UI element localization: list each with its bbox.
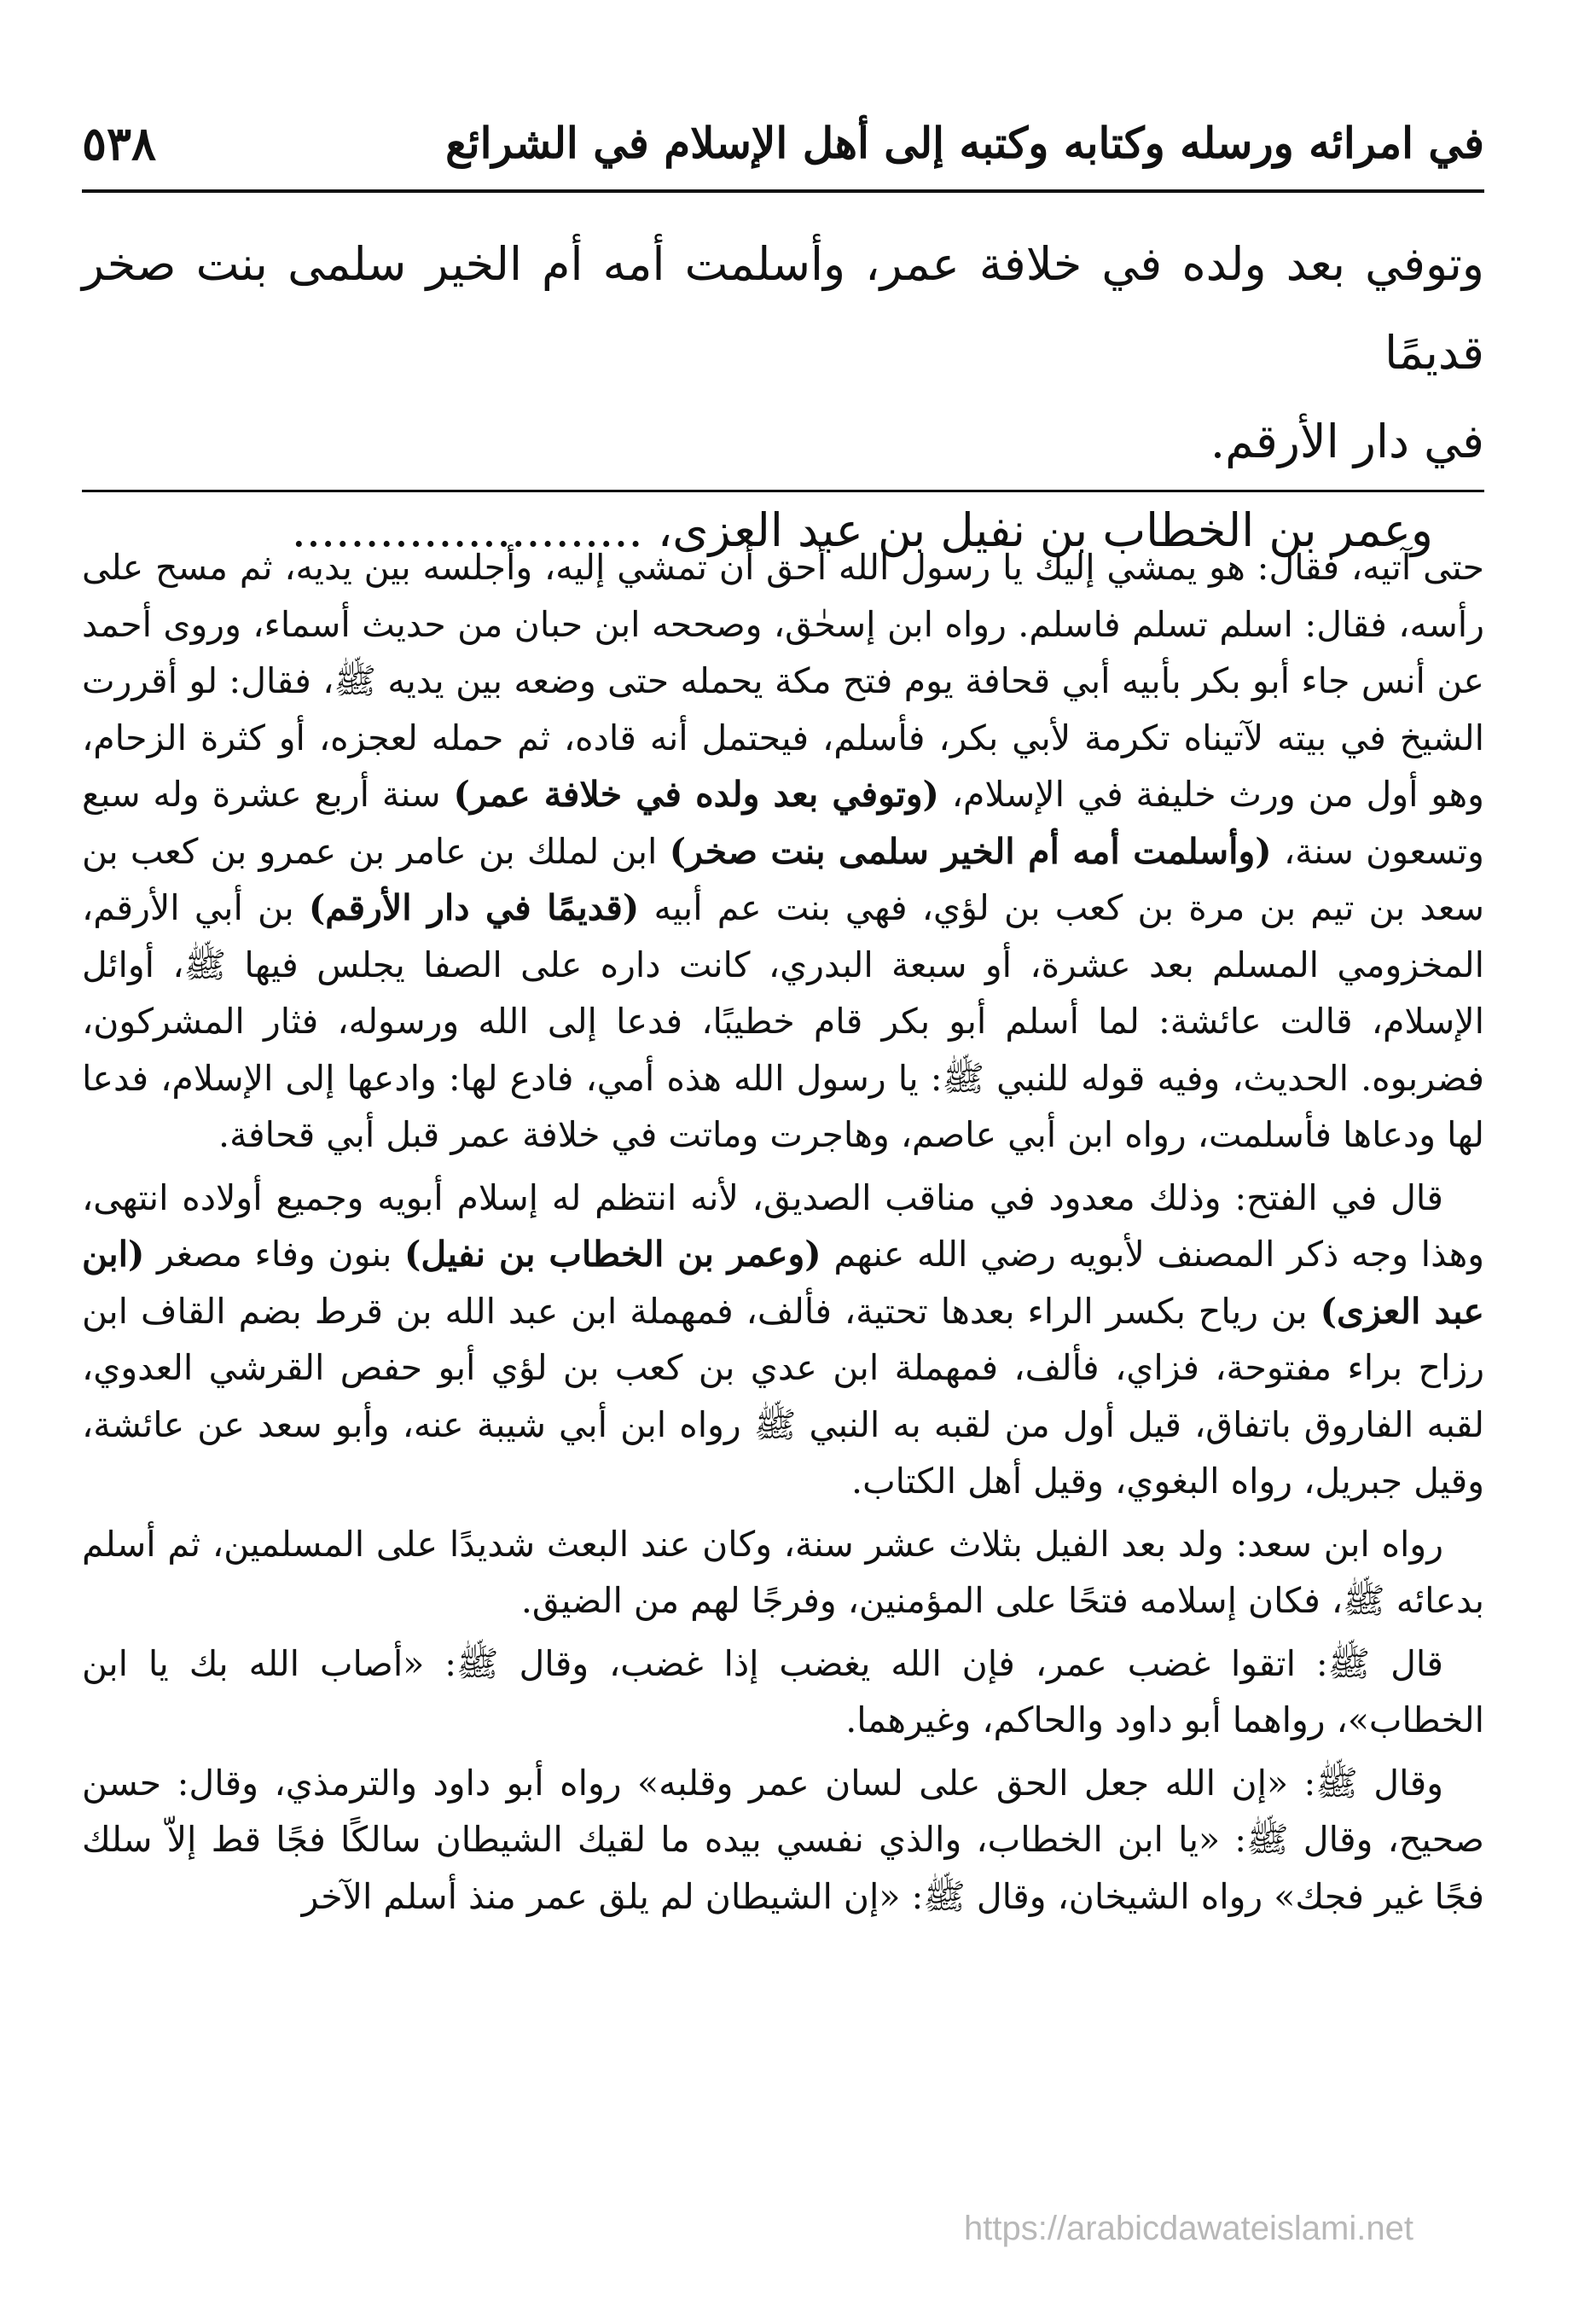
- commentary-paragraph: رواه ابن سعد: ولد بعد الفيل بثلاث عشر سنة، وكان عند البعث شديدًا على المسلمين، ثم أسلم بدعائه ﷺ، فكان إسلامه فتحًا على المؤمنين، وفرجًا لهم من الضيق.: [82, 1523, 1484, 1621]
- commentary-paragraph: حتى آتيه، فقال: هو يمشي إليك يا رسول الله أحق أن تمشي إليه، وأجلسه بين يديه، ثم مسح على رأسه، فقال: اسلم تسلم فاسلم. رواه ابن إسحٰق، وصححه ابن حبان من حديث أسماء، وروى أحمد عن أنس جاء أبو بكر بأبيه أبي قحافة يوم فتح مكة يحمله حتى وضعه بين يديه ﷺ، فقال: لو أقررت الشيخ في بيته لآتيناه تكرمة لأبي بكر، فأسلم، فيحتمل أنه قاده، ثم حمله لعجزه، أو كثرة الزحام، وهو أول من ورث خليفة في الإسلام، (وتوفي بعد ولده في خلافة عمر) سنة أربع عشرة وله سبع وتسعون سنة، (وأسلمت أمه أم الخير سلمى بنت صخر) ابن لملك بن عامر بن عمرو بن كعب بن سعد بن تيم بن مرة بن كعب بن لؤي، فهي بنت عم أبيه (قديمًا في دار الأرقم) بن أبي الأرقم، المخزومي المسلم بعد عشرة، أو سبعة البدري، كانت داره على الصفا يجلس فيها ﷺ، أوائل الإسلام، قالت عائشة: لما أسلم أبو بكر قام خطيبًا، فدعا إلى الله ورسوله، فثار المشركون، فضربوه. الحديث، وفيه قوله للنبي ﷺ: يا رسول الله هذه أمي، فادع لها: وادعها إلى الإسلام، فدعا لها ودعاها فأسلمت، رواه ابن أبي عاصم، وهاجرت وماتت في خلافة عمر قبل أبي قحافة.: [82, 547, 1485, 1155]
- base-text: [82, 220, 1484, 575]
- quoted-base-text: (وأسلمت أمه أم الخير سلمى بنت صخر): [669, 830, 1272, 872]
- watermark: https://arabicdawateislami.net: [964, 2210, 1413, 2247]
- dot-leaders: ........................: [291, 503, 643, 557]
- commentary-text: [82, 539, 1484, 1925]
- commentary-paragraph: قال ﷺ: اتقوا غضب عمر، فإن الله يغضب إذا غضب، وقال ﷺ: «أصاب الله بك يا ابن الخطاب»، رواهما أبو داود والحاكم، وغيرهما.: [82, 1642, 1484, 1740]
- base-text-line: وتوفي بعد ولده في خلافة عمر، وأسلمت أمه أم الخير سلمى بنت صخر قديمًا: [82, 237, 1484, 380]
- quoted-base-text: (ابن عبد العزى): [82, 1234, 1484, 1332]
- running-header: [82, 109, 1484, 177]
- quoted-base-text: (قديمًا في دار الأرقم): [308, 887, 640, 928]
- header-rule: [82, 189, 1484, 193]
- chapter-title: في امرائه ورسله وكتابه وكتبه إلى أهل الإسلام في الشرائع: [445, 118, 1484, 168]
- base-text-line: وعمر بن الخطاب بن نفيل بن عبد العزى، ........................: [291, 503, 1433, 557]
- commentary-paragraph: وقال ﷺ: «إن الله جعل الحق على لسان عمر وقلبه» رواه أبو داود والترمذي، وقال: حسن صحيح، وقال ﷺ: «يا ابن الخطاب، والذي نفسي بيده ما لقيك الشيطان سالكًا فجًا قط إلاّ سلك فجًا غير فجك» رواه الشيخان، وقال ﷺ: «إن الشيطان لم يلق عمر منذ أسلم الآخر: [82, 1762, 1484, 1917]
- commentary-paragraph: قال في الفتح: وذلك معدود في مناقب الصديق، لأنه انتظم له إسلام أبويه وجميع أولاده انتهى، وهذا وجه ذكر المصنف لأبويه رضي الله عنهم (وعمر بن الخطاب بن نفيل) بنون وفاء مصغر (ابن عبد العزى) بن رياح بكسر الراء بعدها تحتية، فألف، فمهملة ابن عبد الله بن قرط بضم القاف ابن رزاح براء مفتوحة، فزاي، فألف، فمهملة ابن عدي بن كعب بن لؤي أبو حفص القرشي العدوي، لقبه الفاروق باتفاق، قيل أول من لقبه به النبي ﷺ رواه ابن أبي شيبة عنه، وأبو سعد عن عائشة، وقيل جبريل، رواه البغوي، وقيل أهل الكتاب.: [82, 1177, 1485, 1502]
- base-text-line: في دار الأرقم.: [1210, 415, 1484, 468]
- page-number: ٥٣٨: [82, 116, 157, 171]
- quoted-base-text: (وعمر بن الخطاب بن نفيل): [404, 1234, 821, 1275]
- section-divider: [82, 490, 1484, 492]
- quoted-base-text: (وتوفي بعد ولده في خلافة عمر): [453, 774, 939, 815]
